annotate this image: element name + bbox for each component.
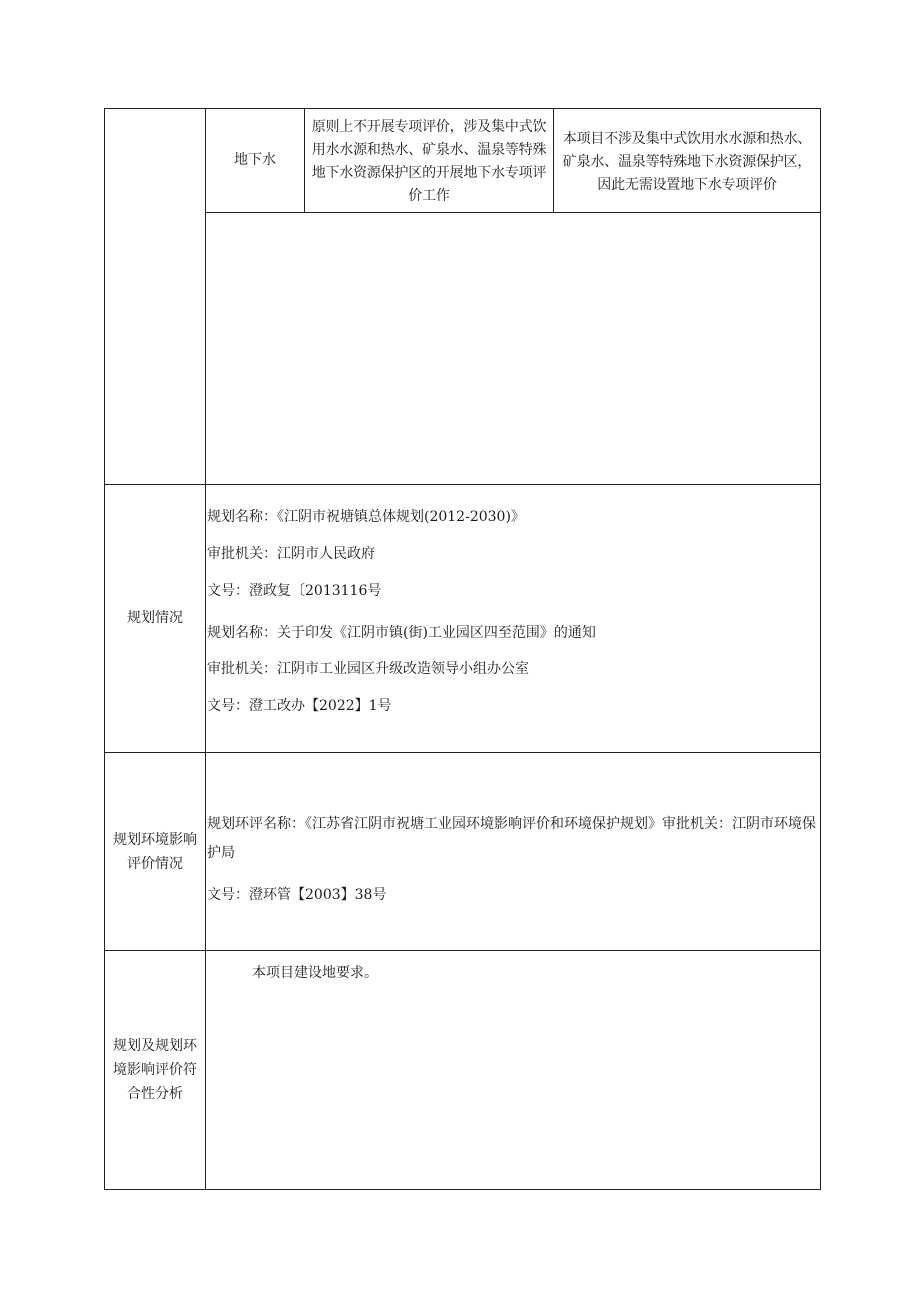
planning-line-name-1: 规划名称：《江阴市祝塘镇总体规划(2012-2030)》 [207,509,525,525]
planning-line-authority-1: 审批机关：江阴市人民政府 [207,546,375,562]
eia-doc-no: 文号：澄环管【2003】38号 [207,887,387,903]
planning-line-name-2: 规划名称：关于印发《江阴市镇(街)工业园区四至范围》的通知 [207,625,596,641]
section-line-2 [104,752,821,753]
groundwater-conclusion: 本项目不涉及集中式饮用水水源和热水、矿泉水、温泉等特殊地下水资源保护区，因此无需设置地下水专项评价 [562,130,812,193]
groundwater-conclusion-cell [556,112,818,212]
compliance-text: 本项目建设地要求。 [252,965,378,981]
section-line-3 [104,950,821,951]
planning-line-authority-2: 审批机关：江阴市工业园区升级改造领导小组办公室 [207,661,529,677]
groundwater-principle-cell [306,112,552,212]
groundwater-label-cell [206,109,304,212]
groundwater-divider-1 [304,108,305,212]
compliance-label-cell [108,951,202,1189]
planning-line-docno-2: 文号：澄工改办【2022】1号 [207,698,392,714]
groundwater-label: 地下水 [234,152,276,168]
planning-label-cell [105,485,205,752]
compliance-label: 规划及规划环境影响评价符合性分析 [113,1038,197,1102]
section-line-1 [104,484,821,485]
eia-label: 规划环境影响评价情况 [113,831,197,872]
planning-label: 规划情况 [127,610,183,626]
table-frame [104,108,821,1190]
eia-text: 规划环评名称：《江苏省江阴市祝塘工业园环境影响评价和环境保护规划》审批机关：江阴市环境保护局 [207,816,816,861]
groundwater-bottom-line [205,212,821,213]
column-divider [205,108,206,1190]
groundwater-principle: 原则上不开展专项评价，涉及集中式饮用水水源和热水、矿泉水、温泉等特殊地下水资源保护区的开展地下水专项评价工作 [311,119,547,204]
planning-line-docno-1: 文号：澄政复〔2013116号 [207,583,382,599]
eia-label-cell [108,753,202,950]
groundwater-divider-2 [553,108,554,212]
